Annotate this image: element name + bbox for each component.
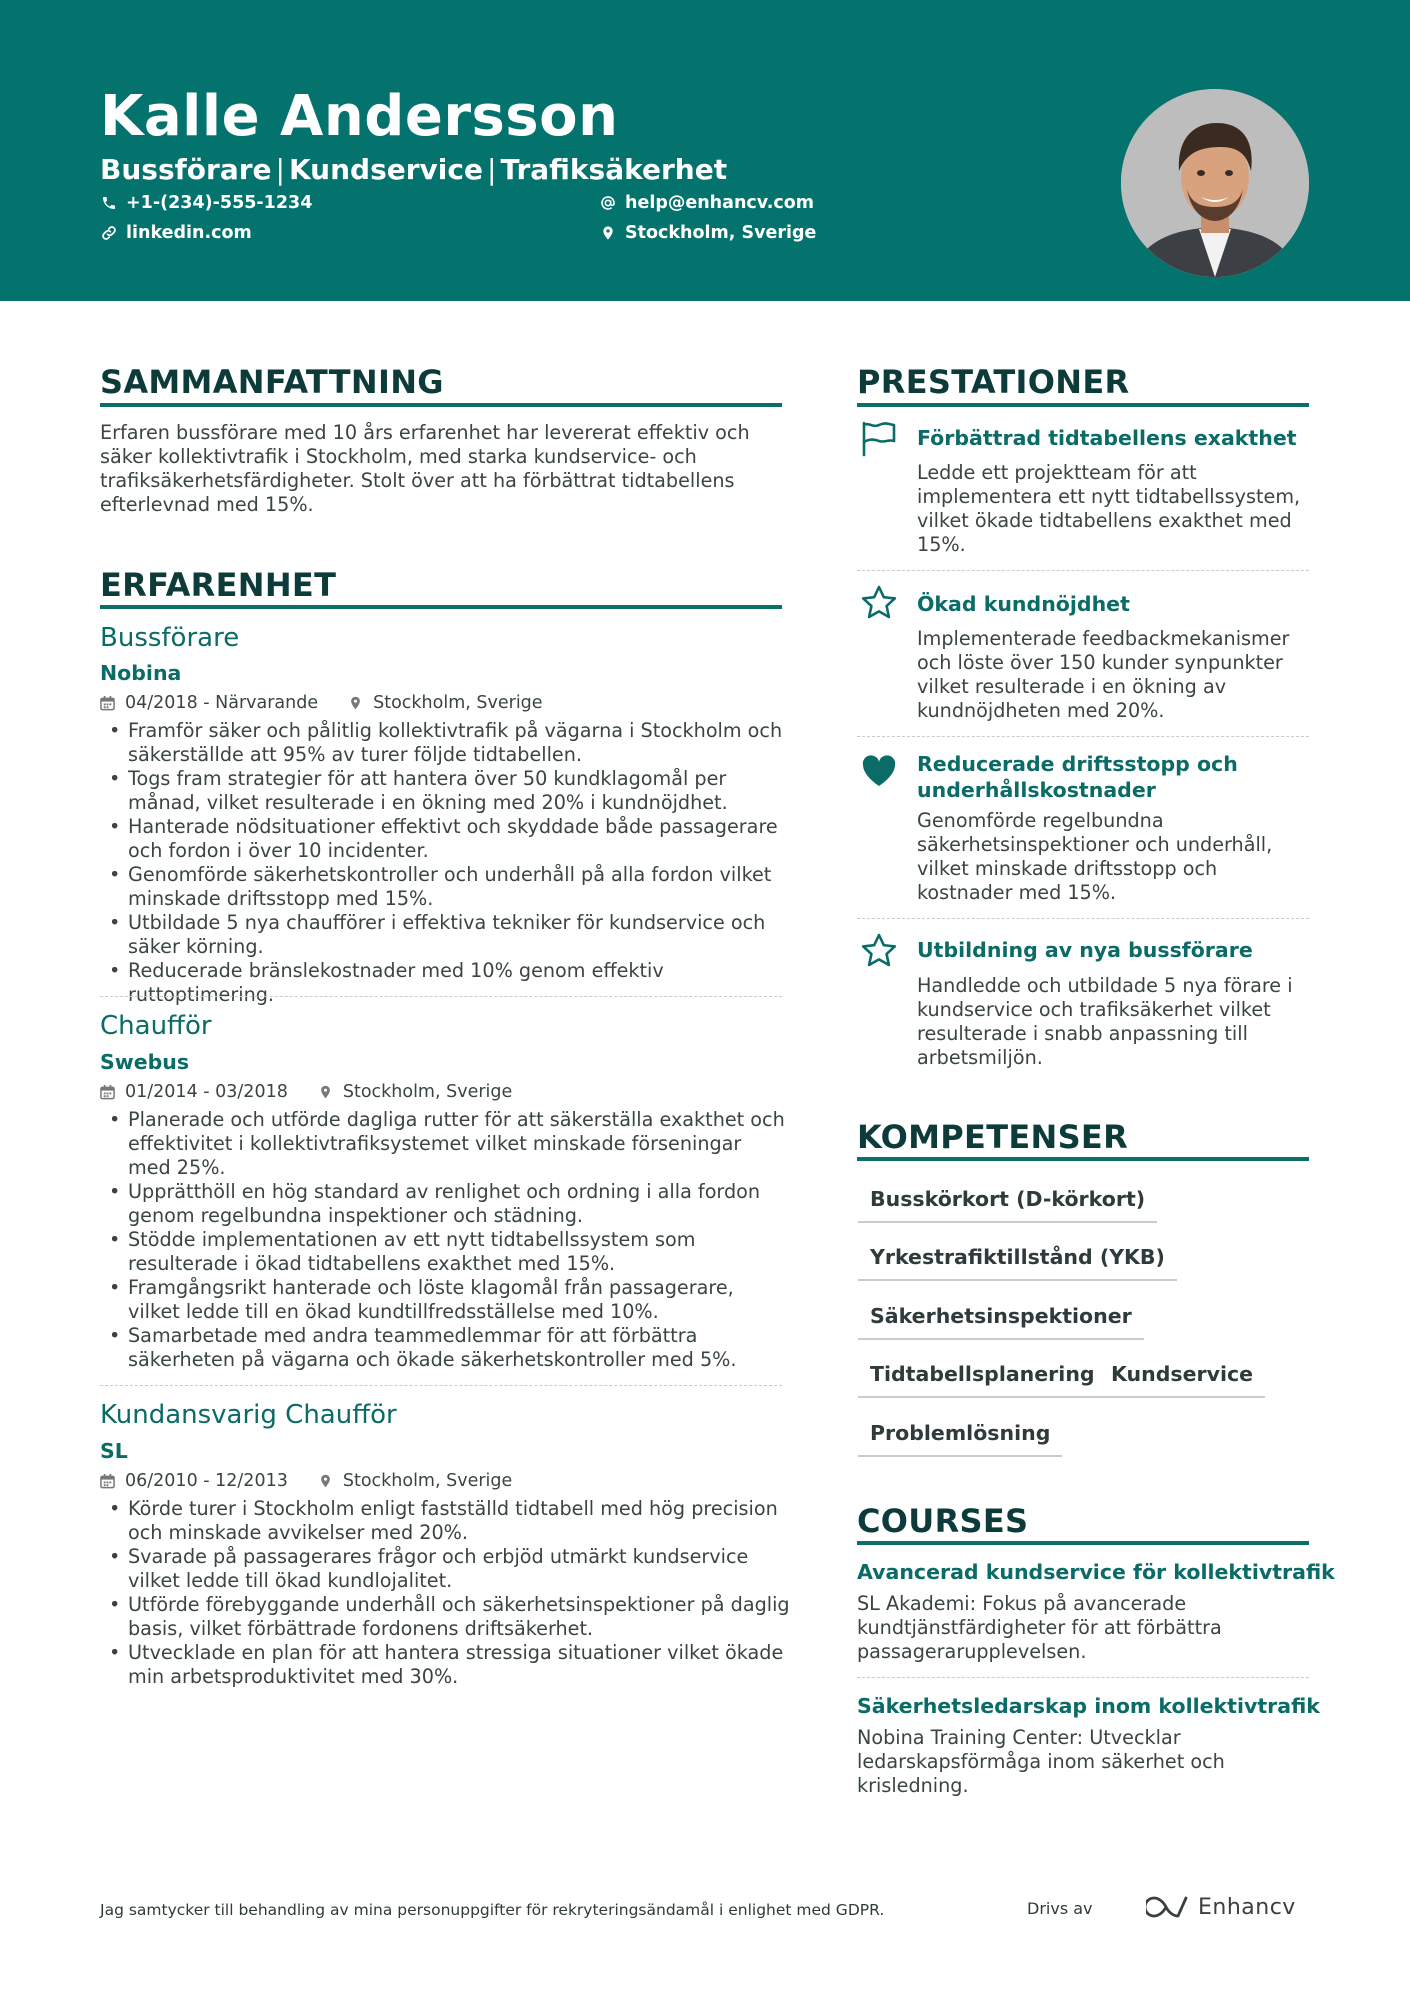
courses-divider xyxy=(857,1541,1309,1545)
candidate-name: Kalle Andersson xyxy=(100,84,619,149)
job-location: Stockholm, Sverige xyxy=(373,693,543,713)
job-dates: 04/2018 - Närvarande xyxy=(125,693,319,713)
job-divider xyxy=(100,1385,782,1386)
skills-divider xyxy=(857,1157,1309,1161)
skill-tag: Kundservice xyxy=(1099,1360,1265,1398)
email-text: help@enhancv.com xyxy=(625,193,815,213)
achievements-heading: PRESTATIONER xyxy=(857,363,1130,401)
skill-tag: Säkerhetsinspektioner xyxy=(858,1302,1144,1340)
courses-heading: COURSES xyxy=(857,1502,1029,1540)
course-title: Avancerad kundservice för kollektivtrafik xyxy=(857,1560,1335,1584)
achievement-text: Genomförde regelbundna säkerhetsinspektioner och underhåll, vilket minskade driftsstopp och kostnader med 15%. xyxy=(917,809,1273,904)
job-bullets xyxy=(100,1108,790,1372)
skills-heading: KOMPETENSER xyxy=(857,1118,1129,1156)
job-meta xyxy=(100,691,543,715)
job-divider xyxy=(100,996,782,997)
calendar-icon xyxy=(100,695,115,711)
list-item: • Togs fram strategier för att hantera över 50 kundklagomål per månad, vilket resulterade i en ökning med 20% i kundnöjdhet. xyxy=(100,767,790,815)
summary-heading: SAMMANFATTNING xyxy=(100,363,444,401)
achievements-divider xyxy=(857,403,1309,407)
star-icon xyxy=(860,932,898,970)
list-item: • Reducerade bränslekostnader med 10% genom effektiv ruttoptimering. xyxy=(100,959,790,1007)
list-item: • Genomförde säkerhetskontroller och underhåll på alla fordon vilket minskade driftsstopp med 15%. xyxy=(100,863,790,911)
achievement-divider xyxy=(857,736,1309,737)
calendar-icon xyxy=(100,1084,115,1100)
gdpr-consent: Jag samtycker till behandling av mina personuppgifter för rekryteringsändamål i enlighet med GDPR. xyxy=(100,1901,885,1919)
achievement-divider xyxy=(857,918,1309,919)
list-item: • Planerade och utförde dagliga rutter för att säkerställa exakthet och effektivitet i kollektivtrafiksystemet vilket minskade förseningar med 25%. xyxy=(100,1108,790,1180)
company-name: Swebus xyxy=(100,1050,190,1074)
job-location: Stockholm, Sverige xyxy=(342,1082,513,1102)
job-bullets xyxy=(100,719,790,1007)
contact-linkedin[interactable] xyxy=(101,221,252,245)
skill-tag: Yrkestrafiktillstånd (YKB) xyxy=(858,1243,1177,1281)
job-bullets xyxy=(100,1497,790,1689)
contact-location xyxy=(600,221,816,245)
list-item: • Utförde förebyggande underhåll och säkerhetsinspektioner på daglig basis, vilket förbättrade fordonens driftsäkerhet. xyxy=(100,1593,790,1641)
company-name: SL xyxy=(100,1439,128,1463)
location-pin-icon xyxy=(318,1084,333,1100)
skill-tag: Problemlösning xyxy=(858,1419,1062,1457)
list-item: • Framför säker och pålitlig kollektivtrafik på vägarna i Stockholm och säkerställde att 95% av turer följde tidtabellen. xyxy=(100,719,790,767)
headline-title-2: Kundservice xyxy=(288,153,483,186)
list-item: • Hanterade nödsituationer effektivt och skyddade både passagerare och fordon i över 10 incidenter. xyxy=(100,815,790,863)
enhancv-logo[interactable] xyxy=(1146,1894,1296,1920)
powered-by-label: Drivs av xyxy=(1027,1899,1093,1918)
phone-icon xyxy=(101,195,117,211)
achievement-title: Förbättrad tidtabellens exakthet xyxy=(917,426,1297,450)
location-text: Stockholm, Sverige xyxy=(625,223,817,243)
link-icon xyxy=(101,225,117,241)
list-item: • Framgångsrikt hanterade och löste klagomål från passagerare, vilket ledde till en ökad kundtillfredsställelse med 10%. xyxy=(100,1276,790,1324)
list-item: • Utbildade 5 nya chaufförer i effektiva tekniker för kundservice och säker körning. xyxy=(100,911,790,959)
heart-icon xyxy=(860,752,898,790)
achievement-title: Ökad kundnöjdhet xyxy=(917,592,1130,616)
star-icon xyxy=(860,584,898,622)
list-item: • Svarade på passagerares frågor och erbjöd utmärkt kundservice vilket ledde till ökad kundlojalitet. xyxy=(100,1545,790,1593)
list-item: • Stödde implementationen av ett nytt tidtabellssystem som resulterade i ökad tidtabellens exakthet med 15%. xyxy=(100,1228,790,1276)
summary-divider xyxy=(100,403,782,407)
contact-phone[interactable] xyxy=(101,191,312,215)
course-title: Säkerhetsledarskap inom kollektivtrafik xyxy=(857,1694,1320,1718)
job-meta xyxy=(100,1469,512,1493)
job-meta xyxy=(100,1080,512,1104)
job-title: Chaufför xyxy=(100,1011,212,1041)
achievement-text: Handledde och utbildade 5 nya förare i kundservice och trafiksäkerhet vilket resulterade i snabb anpassning till arbetsmiljön. xyxy=(917,974,1293,1069)
course-text: SL Akademi: Fokus på avancerade kundtjänstfärdigheter för att förbättra passagerarupplevelsen. xyxy=(857,1592,1222,1663)
achievement-divider xyxy=(857,570,1309,571)
list-item: • Samarbetade med andra teammedlemmar för att förbättra säkerheten på vägarna och ökade säkerhetskontroller med 5%. xyxy=(100,1324,790,1372)
skill-tag: Busskörkort (D-körkort) xyxy=(858,1185,1157,1223)
contact-email[interactable] xyxy=(600,191,814,215)
headline-separator: | xyxy=(487,153,497,186)
flag-icon xyxy=(860,420,898,458)
achievement-title: Reducerade driftsstopp och underhållskostnader xyxy=(917,752,1238,802)
achievement-text: Ledde ett projektteam för att implementera ett nytt tidtabellssystem, vilket ökade tidtabellens exakthet med 15%. xyxy=(917,461,1301,556)
location-pin-icon xyxy=(318,1473,333,1489)
course-divider xyxy=(857,1677,1309,1678)
job-location: Stockholm, Sverige xyxy=(342,1471,513,1491)
location-pin-icon xyxy=(600,225,616,241)
list-item: • Upprätthöll en hög standard av renlighet och ordning i alla fordon genom regelbundna inspektioner och städning. xyxy=(100,1180,790,1228)
job-title: Bussförare xyxy=(100,623,240,653)
list-item: • Utvecklade en plan för att hantera stressiga situationer vilket ökade min arbetsproduktivitet med 30%. xyxy=(100,1641,790,1689)
company-name: Nobina xyxy=(100,661,182,685)
resume-header xyxy=(0,0,1410,301)
headline-title-1: Bussförare xyxy=(100,153,272,186)
brand-name: Enhancv xyxy=(1198,1894,1296,1920)
headline-title-3: Trafiksäkerhet xyxy=(500,153,728,186)
headline xyxy=(100,150,727,190)
job-dates: 06/2010 - 12/2013 xyxy=(125,1471,288,1491)
skill-tag: Tidtabellsplanering xyxy=(858,1360,1107,1398)
phone-text: +1-(234)-555-1234 xyxy=(126,193,313,213)
enhancv-logo-icon xyxy=(1146,1894,1192,1920)
job-title: Kundansvarig Chaufför xyxy=(100,1400,397,1430)
job-dates: 01/2014 - 03/2018 xyxy=(125,1082,288,1102)
at-icon xyxy=(600,195,616,211)
list-item: • Körde turer i Stockholm enligt fastställd tidtabell med hög precision och minskade avvikelser med 20%. xyxy=(100,1497,790,1545)
summary-text: Erfaren bussförare med 10 års erfarenhet har levererat effektiv och säker kollektivtrafik i Stockholm, med starka kundservice- och trafiksäkerhetsfärdigheter. Stolt över att ha förbättrat tidtabellens efterlevnad med 15%. xyxy=(100,421,750,516)
achievement-title: Utbildning av nya bussförare xyxy=(917,938,1253,962)
experience-divider xyxy=(100,605,782,609)
location-pin-icon xyxy=(348,695,363,711)
achievement-text: Implementerade feedbackmekanismer och löste över 150 kunder synpunkter vilket resulterade i en ökning av kundnöjdheten med 20%. xyxy=(917,627,1290,722)
avatar xyxy=(1121,89,1309,277)
course-text: Nobina Training Center: Utvecklar ledarskapsförmåga inom säkerhet och krisledning. xyxy=(857,1726,1225,1797)
headline-separator: | xyxy=(275,153,285,186)
experience-heading: ERFARENHET xyxy=(100,566,337,604)
calendar-icon xyxy=(100,1473,115,1489)
linkedin-text: linkedin.com xyxy=(126,223,252,243)
